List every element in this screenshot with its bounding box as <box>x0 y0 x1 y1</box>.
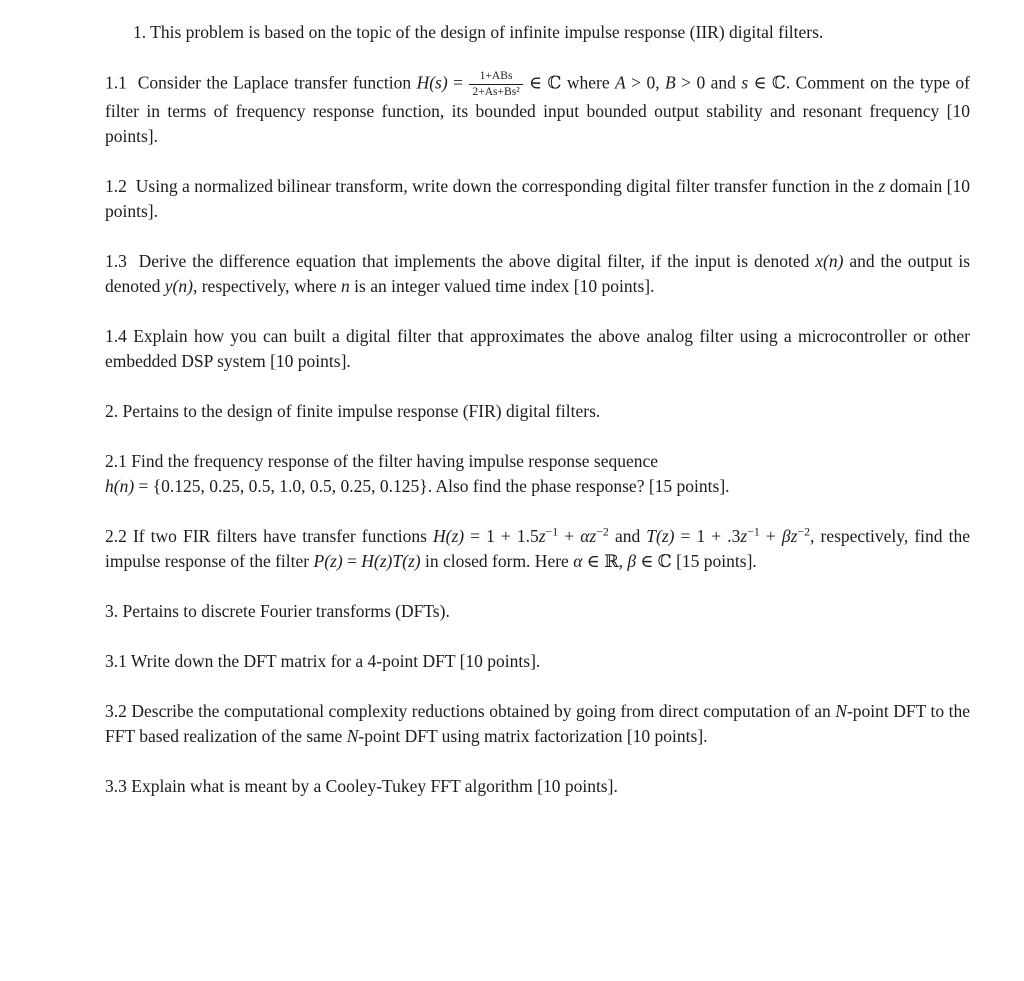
italic-text-run: z <box>740 525 748 546</box>
text-run: = {0.125, 0.25, 0.5, 1.0, 0.5, 0.25, 0.125}. Also find the phase response? [15 points]. <box>134 475 730 496</box>
text-run: 1.4 Explain how you can built a digital filter that approximates the above analog filter using a microcontroller or other embedded DSP system [10 points]. <box>105 325 970 371</box>
italic-text-run: β <box>627 550 637 571</box>
italic-text-run: T(z) <box>646 525 675 546</box>
text-run: ∈ ℝ, <box>582 550 628 571</box>
italic-text-run: H(z) <box>432 525 465 546</box>
text-run: > 0 and <box>675 72 742 93</box>
italic-text-run: A <box>615 72 626 93</box>
text-run: = 1 + .3 <box>674 525 741 546</box>
superscript: −2 <box>596 524 609 539</box>
paragraph-problem-1-2 <box>105 174 970 224</box>
paragraph-problem-3-3 <box>105 774 970 799</box>
italic-text-run: H(z)T(z) <box>361 550 421 571</box>
superscript: −2 <box>797 524 811 539</box>
italic-text-run: z <box>878 175 886 196</box>
fraction-numerator: 1+ABs <box>479 70 513 82</box>
text-run: domain [10 points]. <box>105 175 970 221</box>
text-run: 1.2 Using a normalized bilinear transform, write down the corresponding digital filter transfer function in the <box>105 175 879 196</box>
italic-text-run: N <box>835 700 847 721</box>
italic-text-run: αz <box>580 525 597 546</box>
italic-text-run: P(z) <box>313 550 343 571</box>
italic-text-run: B <box>665 72 676 93</box>
text-run: = <box>447 72 469 93</box>
italic-text-run: h(n) <box>105 475 135 496</box>
text-run: -point DFT using matrix factorization [10 points]. <box>358 725 708 746</box>
text-run: 3.2 Describe the computational complexity reductions obtained by going from direct computation of an <box>105 700 836 721</box>
text-run: ∈ ℂ. Comment on the type of filter in terms of frequency response function, its bounded input bounded output stability and resonant frequency [10 points]. <box>105 72 970 146</box>
paragraph-problem-3-2 <box>105 699 970 749</box>
italic-text-run: n <box>341 275 350 296</box>
superscript: −1 <box>747 524 760 539</box>
text-run: 3.3 Explain what is meant by a Cooley-Tukey FFT algorithm [10 points]. <box>105 775 618 796</box>
text-run: 2.2 If two FIR filters have transfer functions <box>105 525 433 546</box>
paragraph-problem-1-intro <box>105 20 970 45</box>
text-run: 1. This problem is based on the topic of the design of infinite impulse response (IIR) digital filters. <box>133 22 824 42</box>
paragraph-problem-2-1 <box>105 449 970 499</box>
text-run: , respectively, find the impulse response of the filter <box>105 525 970 571</box>
paragraph-problem-1-1 <box>105 70 970 149</box>
paragraph-problem-2-intro <box>105 399 970 424</box>
italic-text-run: N <box>346 725 359 746</box>
text-run: 1.1 Consider the Laplace transfer function <box>105 72 417 93</box>
paragraph-problem-1-4 <box>105 324 970 374</box>
text-run: and <box>608 525 647 546</box>
italic-text-run: x(n) <box>815 250 844 271</box>
text-run: ∈ ℂ [15 points]. <box>636 550 757 571</box>
italic-text-run: z <box>538 525 546 546</box>
inline-fraction <box>468 70 523 99</box>
text-run: 2. Pertains to the design of finite impulse response (FIR) digital filters. <box>105 400 601 421</box>
italic-text-run: y(n) <box>164 275 193 296</box>
italic-text-run: s <box>741 72 749 93</box>
paragraph-problem-1-3 <box>105 249 970 299</box>
italic-text-run: βz <box>781 525 798 546</box>
text-run: + <box>558 525 581 546</box>
text-run: ∈ ℂ where <box>523 72 616 93</box>
text-run: and the output is denoted <box>105 250 970 296</box>
text-run: is an integer valued time index [10 points]. <box>349 275 655 296</box>
text-run: -point DFT to the FFT based realization of the same <box>105 700 970 746</box>
paragraph-problem-3-intro <box>105 599 970 624</box>
fraction-denominator: 2+As+Bs² <box>469 84 522 99</box>
italic-text-run: H(s) <box>416 72 448 93</box>
paragraph-problem-2-2 <box>105 524 970 574</box>
text-run: in closed form. Here <box>420 550 574 571</box>
paragraph-problem-3-1 <box>105 649 970 674</box>
text-run: = 1 + 1.5 <box>464 525 539 546</box>
text-run: + <box>759 525 782 546</box>
text-run: = <box>342 550 362 571</box>
text-run: 3.1 Write down the DFT matrix for a 4-point DFT [10 points]. <box>105 650 541 671</box>
text-run: , respectively, where <box>192 275 342 296</box>
text-run: 1.3 Derive the difference equation that implements the above digital filter, if the input is denoted <box>105 250 816 271</box>
italic-text-run: α <box>573 550 583 571</box>
text-run: > 0, <box>625 72 666 93</box>
text-run: 2.1 Find the frequency response of the filter having impulse response sequence <box>105 450 659 471</box>
text-run: 3. Pertains to discrete Fourier transforms (DFTs). <box>105 600 450 621</box>
superscript: −1 <box>545 524 559 539</box>
